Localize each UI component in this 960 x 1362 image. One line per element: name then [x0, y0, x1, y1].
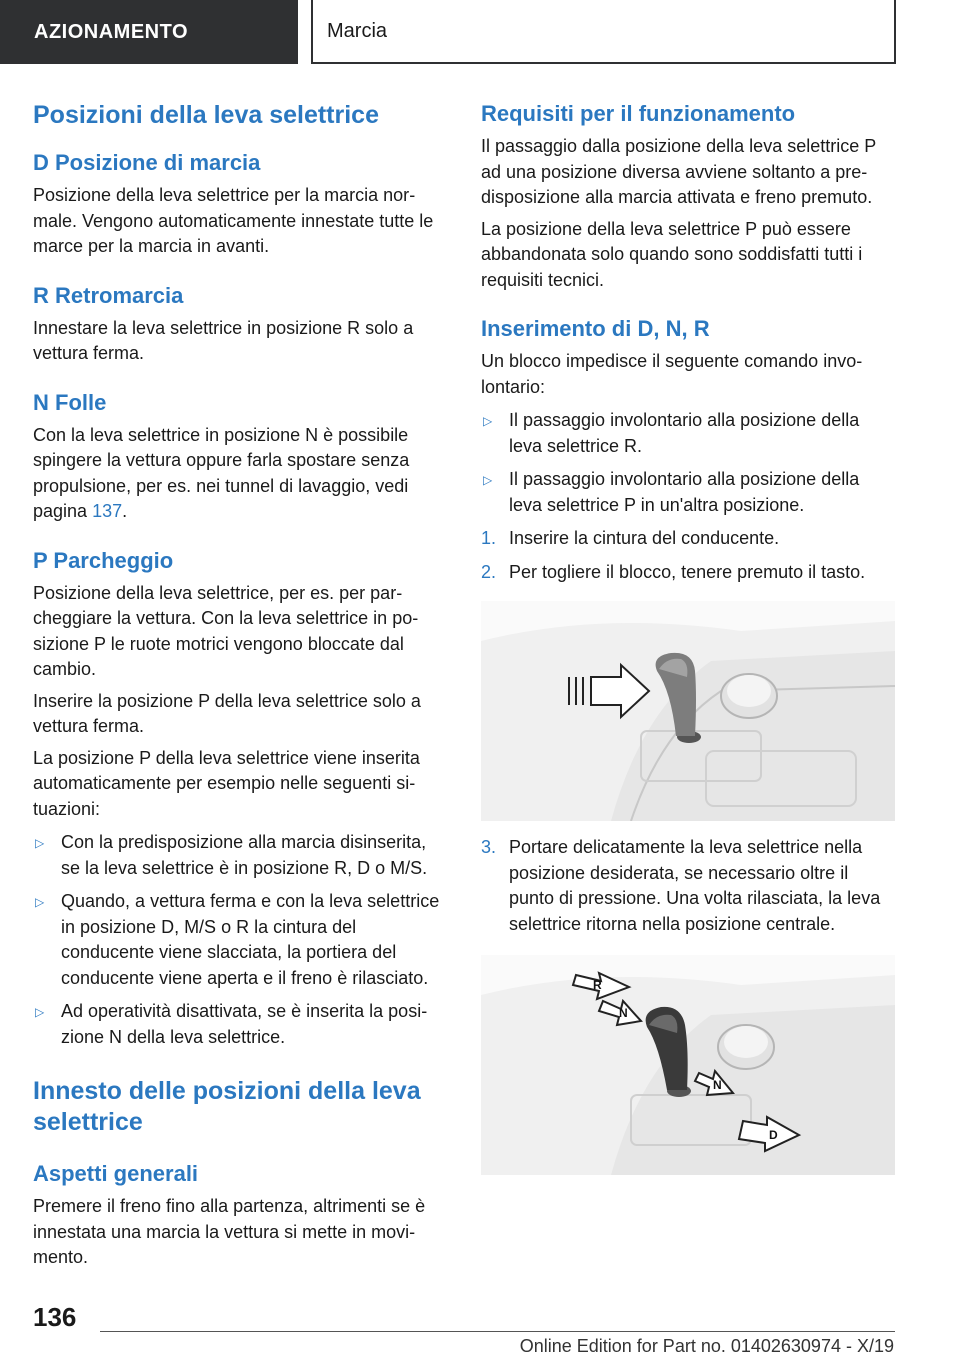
heading-positions: Posizioni della leva selettrice: [33, 101, 379, 129]
list-item: ▷ Con la predisposizione alla marcia disinserita, se la leva selettrice è in posizione R, D o M/S.: [35, 832, 428, 878]
edition-note: Online Edition for Part no. 01402630974 - X/19: [519, 1336, 894, 1356]
paragraph-drive: Posizione della leva selettrice per la marcia normale. Vengono automaticamente innestate tutte le marce per la marcia in avanti.: [33, 185, 434, 256]
triangle-bullet-icon: ▷: [35, 836, 45, 850]
paragraph-neutral: Con la leva selettrice in posizione N è possibile spingere la vettura oppure farla spostare senza propulsione, per es. nei tunnel di lavaggio, vedi pagina 137.: [33, 424, 410, 521]
heading-engage-dnr: Inserimento di D, N, R: [481, 316, 710, 341]
heading-park: P Parcheggio: [33, 547, 174, 573]
paragraph-reverse: Innestare la leva selettrice in posizione R solo a vettura ferma.: [33, 317, 414, 363]
paragraph-requirements-1: Il passaggio dalla posizione della leva selettrice P ad una posizione diversa avviene soltanto a predisposizione alla marcia attivata e freno premuto.: [481, 136, 876, 207]
page-header: [0, 0, 960, 66]
step-item: 3. Portare delicatamente la leva selettrice nella posizione desiderata, se necessario oltre il punto di pressione. Una volta rilasciata, la leva selettrice ritorna nella posizione centrale.: [481, 837, 881, 934]
heading-reverse: R Retromarcia: [33, 282, 184, 308]
triangle-bullet-icon: ▷: [483, 414, 493, 428]
label-d: D: [769, 1128, 778, 1142]
label-n-top: N: [619, 1006, 628, 1020]
left-column: [33, 100, 447, 1271]
step-item: 1. Inserire la cintura del conducente.: [481, 528, 780, 548]
paragraph-park-3: La posizione P della leva selettrice viene inserita automaticamente per esempio nelle seguenti situazioni:: [33, 747, 420, 819]
dnr-bullet-list: [481, 408, 895, 518]
heading-general: Aspetti generali: [33, 1161, 199, 1186]
triangle-bullet-icon: ▷: [483, 473, 493, 487]
list-item: ▷ Ad operatività disattivata, se è inserita la posizione N della leva selettrice.: [35, 1001, 428, 1047]
gear-lever-press-illustration: [481, 601, 895, 821]
list-item: ▷ Il passaggio involontario alla posizione della leva selettrice R.: [483, 410, 860, 456]
steps-list-b: [481, 835, 895, 937]
paragraph-dnr: Un blocco impedisce il seguente comando involontario:: [481, 351, 863, 397]
steps-list-a: [481, 526, 895, 585]
step-item: 2. Per togliere il blocco, tenere premuto il tasto.: [481, 561, 866, 582]
section-tab: AZIONAMENTO: [0, 0, 298, 64]
paragraph-general: Premere il freno fino alla partenza, altrimenti se è innestata una marcia la vettura si mette in movimento.: [33, 1196, 426, 1267]
label-n-bottom: N: [713, 1078, 722, 1092]
heading-neutral: N Folle: [33, 389, 107, 415]
paragraph-park-1: Posizione della leva selettrice, per es. per parcheggiare la vettura. Con la leva selettrice in posizione P le ruote motrici vengono bloccate dal cambio.: [33, 582, 419, 679]
park-bullet-list: [33, 830, 447, 1050]
page-number: 136: [33, 1302, 77, 1332]
paragraph-requirements-2: La posizione della leva selettrice P può essere abbandonata solo quando sono soddisfatti tutti i requisiti tecnici.: [481, 218, 863, 290]
gear-lever-positions-illustration: [481, 955, 895, 1175]
chapter-tab: Marcia: [311, 0, 896, 64]
label-r: R: [593, 978, 602, 992]
heading-engage: Innesto delle posizioni della leva selettrice: [33, 1077, 421, 1136]
list-item: ▷ Quando, a vettura ferma e con la leva selettrice in posizione D, M/S o R la cintura del conducente viene slacciata, la portiera del conducente viene aperta e il freno è rilasciato.: [35, 891, 440, 988]
triangle-bullet-icon: ▷: [35, 895, 45, 909]
paragraph-park-2: Inserire la posizione P della leva selettrice solo a vettura ferma.: [33, 690, 421, 736]
heading-drive: D Posizione di marcia: [33, 150, 261, 175]
footer-divider: [100, 1331, 895, 1332]
right-column: [481, 100, 895, 1175]
page-link[interactable]: 137: [92, 501, 123, 521]
list-item: ▷ Il passaggio involontario alla posizione della leva selettrice P in un'altra posizione.: [483, 469, 860, 515]
triangle-bullet-icon: ▷: [35, 1005, 45, 1019]
heading-requirements: Requisiti per il funzionamento: [481, 101, 796, 126]
